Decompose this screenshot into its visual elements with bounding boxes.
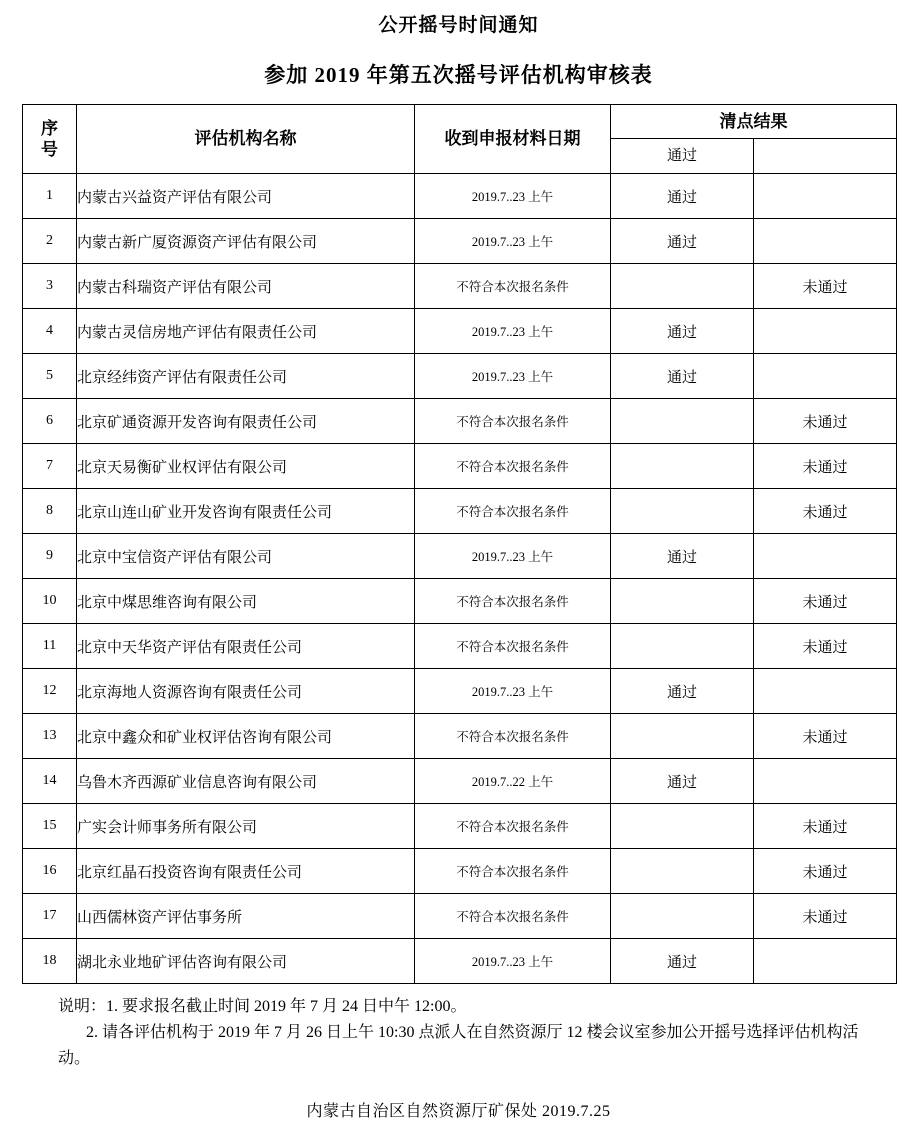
cell-result-pass: 通过	[611, 219, 754, 264]
cell-sequence: 17	[23, 894, 77, 939]
table-row	[23, 579, 897, 624]
page-title: 公开摇号时间通知	[378, 15, 539, 36]
cell-sequence: 15	[23, 804, 77, 849]
cell-result-pass: 通过	[611, 939, 754, 984]
cell-result-fail: 未通过	[754, 624, 897, 669]
cell-institution-name: 乌鲁木齐西源矿业信息咨询有限公司	[77, 759, 415, 804]
table-body	[23, 174, 897, 984]
cell-institution-name: 北京山连山矿业开发咨询有限责任公司	[77, 489, 415, 534]
cell-result-pass	[611, 444, 754, 489]
cell-sequence: 5	[23, 354, 77, 399]
cell-institution-name: 北京中煤思维咨询有限公司	[77, 579, 415, 624]
note-line-2: 2. 请各评估机构于 2019 年 7 月 26 日上午 10:30 点派人在自然资源厅 12 楼会议室参加公开摇号选择评估机构活动。	[58, 1024, 859, 1067]
cell-received-date: 2019.7..23 上午	[415, 939, 611, 984]
cell-received-date: 2019.7..22 上午	[415, 759, 611, 804]
cell-sequence: 11	[23, 624, 77, 669]
cell-result-fail	[754, 219, 897, 264]
table-row	[23, 399, 897, 444]
table-row	[23, 714, 897, 759]
cell-result-pass: 通过	[611, 534, 754, 579]
column-header-name: 评估机构名称	[77, 105, 415, 174]
cell-result-fail: 未通过	[754, 444, 897, 489]
cell-sequence: 10	[23, 579, 77, 624]
table-row	[23, 534, 897, 579]
cell-received-date: 不符合本次报名条件	[415, 894, 611, 939]
cell-result-fail: 未通过	[754, 579, 897, 624]
cell-institution-name: 北京中鑫众和矿业权评估咨询有限公司	[77, 714, 415, 759]
cell-institution-name: 山西儒林资产评估事务所	[77, 894, 415, 939]
table-row	[23, 894, 897, 939]
cell-result-fail	[754, 309, 897, 354]
cell-received-date: 2019.7..23 上午	[415, 309, 611, 354]
cell-institution-name: 湖北永业地矿评估咨询有限公司	[77, 939, 415, 984]
cell-result-pass: 通过	[611, 669, 754, 714]
cell-result-pass	[611, 399, 754, 444]
cell-institution-name: 北京经纬资产评估有限责任公司	[77, 354, 415, 399]
cell-result-pass: 通过	[611, 759, 754, 804]
cell-institution-name: 内蒙古灵信房地产评估有限责任公司	[77, 309, 415, 354]
cell-institution-name: 北京红晶石投资咨询有限责任公司	[77, 849, 415, 894]
cell-sequence: 14	[23, 759, 77, 804]
cell-result-fail: 未通过	[754, 399, 897, 444]
cell-result-fail: 未通过	[754, 804, 897, 849]
table-row	[23, 489, 897, 534]
cell-received-date: 不符合本次报名条件	[415, 399, 611, 444]
cell-sequence: 16	[23, 849, 77, 894]
cell-result-fail	[754, 939, 897, 984]
table-header	[23, 105, 897, 174]
cell-result-pass: 通过	[611, 174, 754, 219]
cell-sequence: 13	[23, 714, 77, 759]
cell-sequence: 9	[23, 534, 77, 579]
column-header-date: 收到申报材料日期	[415, 105, 611, 174]
column-header-sequence-line2: 号	[41, 140, 58, 159]
cell-sequence: 4	[23, 309, 77, 354]
cell-result-pass	[611, 804, 754, 849]
cell-result-fail	[754, 534, 897, 579]
cell-received-date: 不符合本次报名条件	[415, 579, 611, 624]
cell-institution-name: 北京海地人资源咨询有限责任公司	[77, 669, 415, 714]
cell-institution-name: 北京中宝信资产评估有限公司	[77, 534, 415, 579]
cell-received-date: 不符合本次报名条件	[415, 264, 611, 309]
cell-sequence: 2	[23, 219, 77, 264]
cell-result-pass	[611, 489, 754, 534]
cell-result-fail	[754, 759, 897, 804]
table-row	[23, 624, 897, 669]
table-row	[23, 309, 897, 354]
cell-received-date: 2019.7..23 上午	[415, 174, 611, 219]
cell-institution-name: 内蒙古新广厦资源资产评估有限公司	[77, 219, 415, 264]
cell-result-fail: 未通过	[754, 894, 897, 939]
cell-institution-name: 北京矿通资源开发咨询有限责任公司	[77, 399, 415, 444]
table-row	[23, 669, 897, 714]
table-row	[23, 444, 897, 489]
cell-institution-name: 北京中天华资产评估有限责任公司	[77, 624, 415, 669]
table-row	[23, 354, 897, 399]
cell-sequence: 8	[23, 489, 77, 534]
cell-institution-name: 内蒙古兴益资产评估有限公司	[77, 174, 415, 219]
cell-result-fail	[754, 669, 897, 714]
cell-sequence: 18	[23, 939, 77, 984]
column-header-sequence	[23, 105, 77, 174]
cell-institution-name: 北京天易衡矿业权评估有限公司	[77, 444, 415, 489]
cell-received-date: 2019.7..23 上午	[415, 354, 611, 399]
page-subtitle: 参加 2019 年第五次摇号评估机构审核表	[264, 63, 653, 87]
cell-sequence: 7	[23, 444, 77, 489]
cell-result-fail	[754, 354, 897, 399]
notes-block	[22, 994, 895, 1072]
document-footer: 内蒙古自治区自然资源厅矿保处 2019.7.25	[306, 1103, 611, 1120]
table-row	[23, 849, 897, 894]
cell-result-pass	[611, 624, 754, 669]
cell-institution-name: 广实会计师事务所有限公司	[77, 804, 415, 849]
cell-result-fail: 未通过	[754, 264, 897, 309]
cell-received-date: 2019.7..23 上午	[415, 219, 611, 264]
cell-result-pass: 通过	[611, 309, 754, 354]
cell-received-date: 不符合本次报名条件	[415, 444, 611, 489]
cell-received-date: 不符合本次报名条件	[415, 804, 611, 849]
cell-result-pass	[611, 579, 754, 624]
column-header-result-fail	[754, 139, 897, 174]
cell-result-pass	[611, 849, 754, 894]
cell-sequence: 3	[23, 264, 77, 309]
table-row	[23, 939, 897, 984]
cell-result-fail: 未通过	[754, 489, 897, 534]
table-row	[23, 264, 897, 309]
table-row	[23, 759, 897, 804]
review-table	[22, 104, 897, 984]
cell-result-pass	[611, 714, 754, 759]
table-row	[23, 219, 897, 264]
note-line-1: 说明：1. 要求报名截止时间 2019 年 7 月 24 日中午 12:00。	[58, 998, 467, 1015]
cell-received-date: 2019.7..23 上午	[415, 534, 611, 579]
cell-institution-name: 内蒙古科瑞资产评估有限公司	[77, 264, 415, 309]
cell-sequence: 12	[23, 669, 77, 714]
table-row	[23, 804, 897, 849]
cell-result-fail: 未通过	[754, 849, 897, 894]
cell-received-date: 不符合本次报名条件	[415, 624, 611, 669]
cell-sequence: 6	[23, 399, 77, 444]
cell-received-date: 2019.7..23 上午	[415, 669, 611, 714]
column-header-sequence-line1: 序	[41, 119, 58, 138]
cell-result-fail	[754, 174, 897, 219]
cell-result-pass: 通过	[611, 354, 754, 399]
cell-sequence: 1	[23, 174, 77, 219]
cell-received-date: 不符合本次报名条件	[415, 849, 611, 894]
column-header-result-group: 清点结果	[611, 105, 897, 139]
column-header-result-pass: 通过	[611, 139, 754, 174]
cell-result-pass	[611, 894, 754, 939]
table-row	[23, 174, 897, 219]
cell-received-date: 不符合本次报名条件	[415, 489, 611, 534]
cell-result-fail: 未通过	[754, 714, 897, 759]
cell-received-date: 不符合本次报名条件	[415, 714, 611, 759]
cell-result-pass	[611, 264, 754, 309]
